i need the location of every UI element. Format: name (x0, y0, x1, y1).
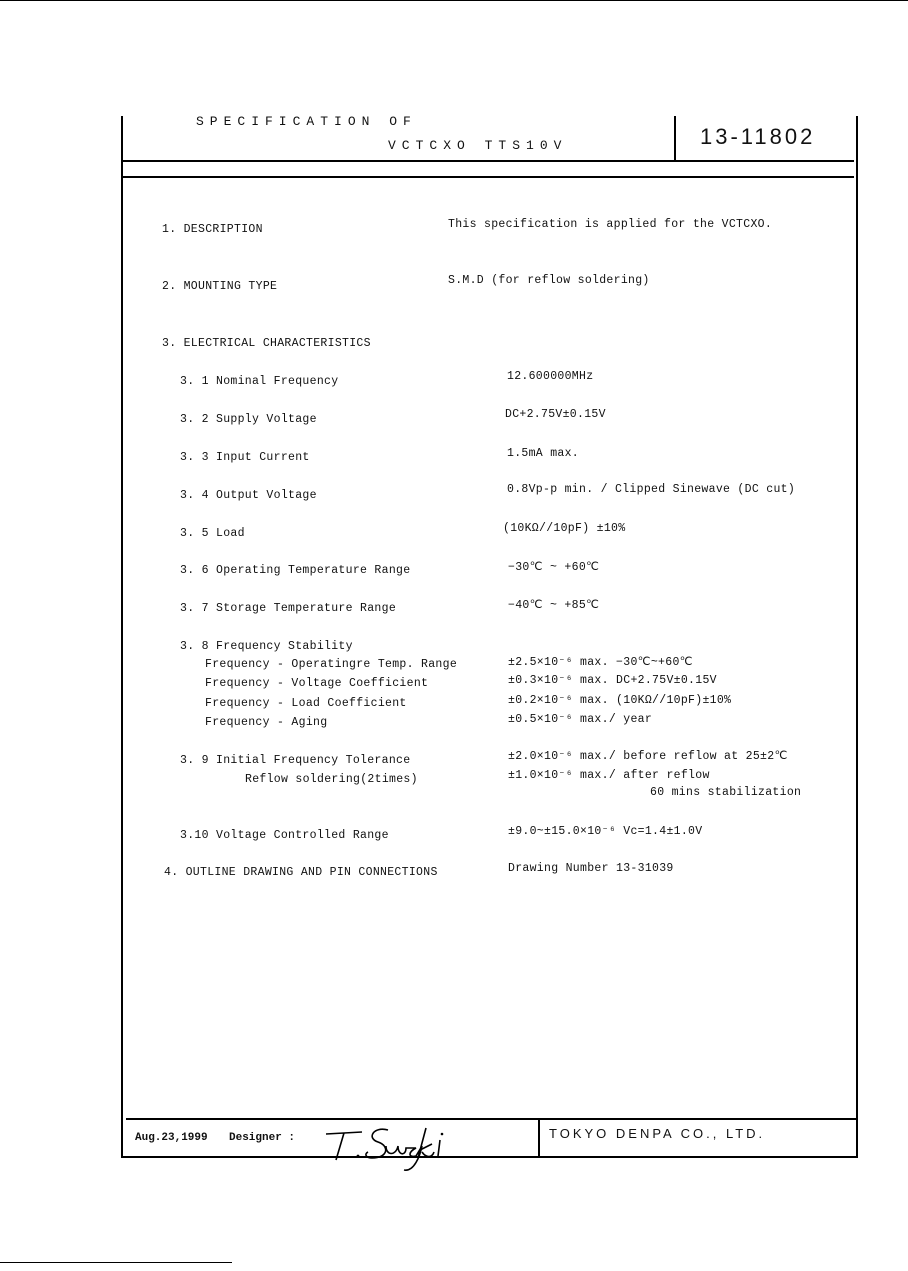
company-name: TOKYO DENPA CO., LTD. (549, 1126, 766, 1141)
footnote-rule (0, 1262, 232, 1263)
item-value: 1.5mA max. (507, 447, 580, 460)
header-divider (121, 160, 854, 162)
stability-row-label: Frequency - Load Coefficient (205, 697, 407, 710)
doc-number-cell-divider (674, 116, 676, 162)
item-label: 3. 1 Nominal Frequency (180, 375, 339, 388)
stability-row-label: Frequency - Aging (205, 716, 328, 729)
item-value: −40℃ ~ +85℃ (508, 599, 600, 612)
mounting-value: S.M.D (for reflow soldering) (448, 274, 650, 287)
header-divider-2 (121, 176, 854, 178)
page-top-rule (0, 0, 908, 1)
footer-divider (126, 1118, 856, 1120)
control-range-label: 3.10 Voltage Controlled Range (180, 829, 389, 842)
item-value: 12.600000MHz (507, 370, 594, 383)
control-range-value: ±9.0~±15.0×10⁻⁶ Vc=1.4±1.0V (508, 825, 703, 838)
spec-title: SPECIFICATION OF (196, 114, 417, 129)
item-label: 3. 5 Load (180, 527, 245, 540)
product-name: VCTCXO TTS10V (388, 138, 568, 153)
item-label: 3. 3 Input Current (180, 451, 310, 464)
stability-row-value: ±0.5×10⁻⁶ max./ year (508, 713, 653, 726)
designer-label: Designer : (229, 1132, 296, 1144)
stability-row-value: ±0.2×10⁻⁶ max. (10KΩ//10pF)±10% (508, 694, 732, 707)
electrical-label: 3. ELECTRICAL CHARACTERISTICS (162, 337, 371, 350)
item-label: 3. 7 Storage Temperature Range (180, 602, 397, 615)
outline-label: 4. OUTLINE DRAWING AND PIN CONNECTIONS (164, 866, 438, 879)
item-label: 3. 4 Output Voltage (180, 489, 317, 502)
stability-row-value: ±2.5×10⁻⁶ max. −30℃~+60℃ (508, 656, 693, 669)
tolerance-value: ±2.0×10⁻⁶ max./ before reflow at 25±2℃ (508, 750, 788, 763)
mounting-label: 2. MOUNTING TYPE (162, 280, 278, 293)
item-value: −30℃ ~ +60℃ (508, 561, 600, 574)
reflow-value: ±1.0×10⁻⁶ max./ after reflow (508, 769, 710, 782)
reflow-label: Reflow soldering(2times) (245, 773, 418, 786)
issue-date: Aug.23,1999 (135, 1132, 208, 1144)
stability-label: 3. 8 Frequency Stability (180, 640, 353, 653)
document-number: 13-11802 (700, 124, 816, 149)
item-value: (10KΩ//10pF) ±10% (503, 522, 626, 535)
stability-row-label: Frequency - Operatingre Temp. Range (205, 658, 458, 671)
reflow-note: 60 mins stabilization (650, 786, 802, 799)
stability-row-value: ±0.3×10⁻⁶ max. DC+2.75V±0.15V (508, 674, 717, 687)
tolerance-label: 3. 9 Initial Frequency Tolerance (180, 754, 411, 767)
item-label: 3. 6 Operating Temperature Range (180, 564, 411, 577)
designer-signature (322, 1122, 462, 1174)
description-label: 1. DESCRIPTION (162, 223, 263, 236)
outline-value: Drawing Number 13-31039 (508, 862, 674, 875)
item-value: 0.8Vp-p min. / Clipped Sinewave (DC cut) (507, 483, 796, 496)
footer-cell-divider (538, 1118, 540, 1156)
description-value: This specification is applied for the VCTCXO. (448, 218, 773, 231)
stability-row-label: Frequency - Voltage Coefficient (205, 677, 429, 690)
document-frame (121, 116, 858, 1158)
item-value: DC+2.75V±0.15V (505, 408, 606, 421)
item-label: 3. 2 Supply Voltage (180, 413, 317, 426)
